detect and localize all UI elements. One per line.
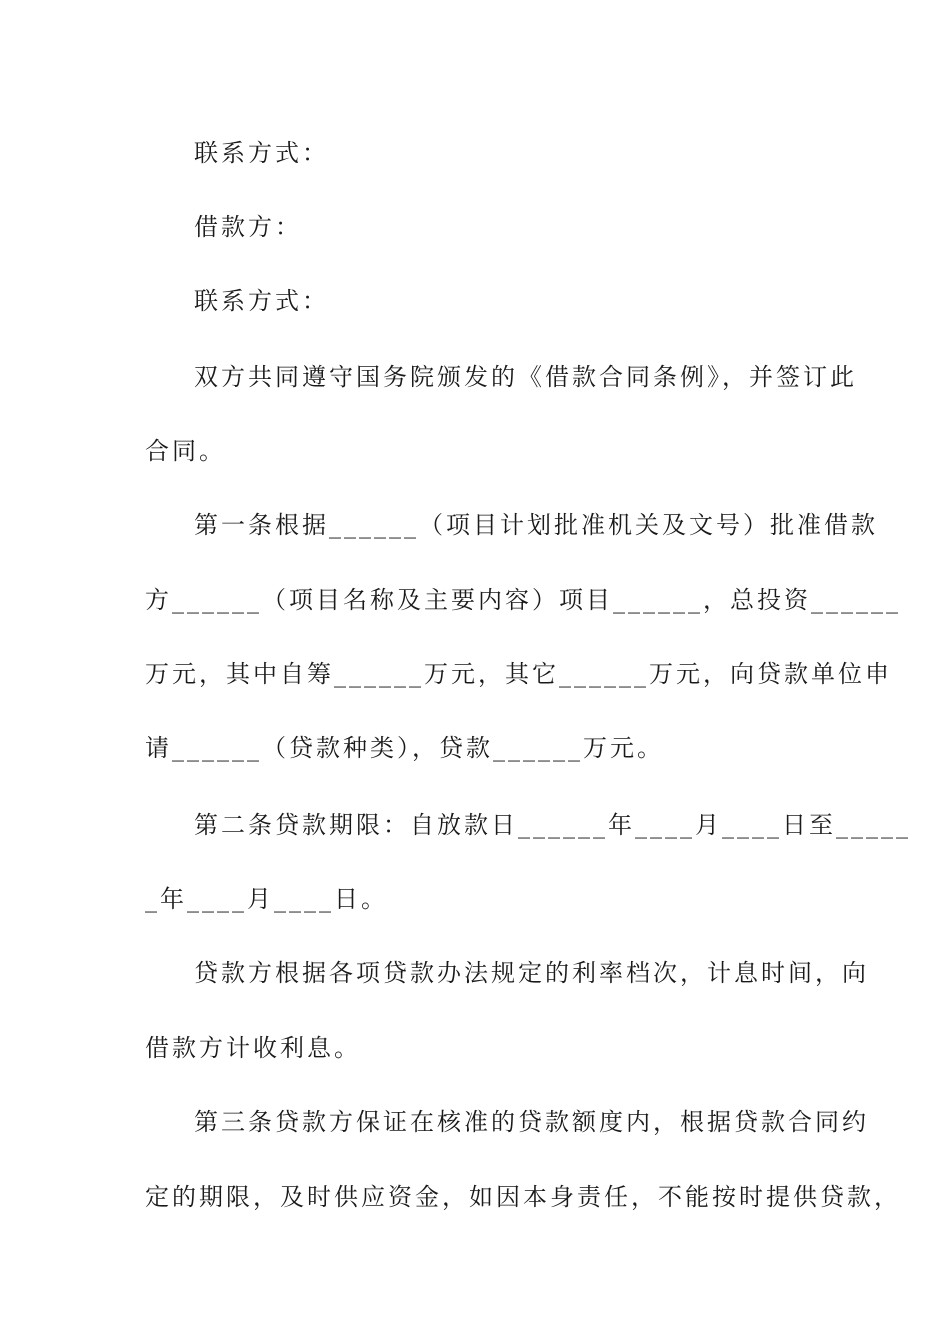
article-2-line-2: _年____月____日。 [145, 885, 388, 913]
article-1-line-2: 方______（项目名称及主要内容）项目______，总投资______ [145, 586, 901, 614]
article-3-line-1: 第三条贷款方保证在核准的贷款额度内，根据贷款合同约 [194, 1108, 869, 1136]
article-1-line-4: 请______（贷款种类），贷款______万元。 [145, 734, 664, 762]
article-2-line-1: 第二条贷款期限：自放款日______年____月____日至_____ [194, 811, 911, 839]
paragraph-intro-line-2: 合同。 [145, 437, 226, 465]
contact-line-borrower: 联系方式： [194, 287, 329, 315]
interest-paragraph-line-2: 借款方计收利息。 [145, 1034, 361, 1062]
borrower-line: 借款方： [194, 213, 302, 241]
paragraph-intro-line-1: 双方共同遵守国务院颁发的《借款合同条例》，并签订此 [194, 363, 857, 391]
contact-line-lender: 联系方式： [194, 139, 329, 167]
article-1-line-3: 万元，其中自筹______万元，其它______万元，向贷款单位申 [145, 660, 892, 688]
article-3-line-2: 定的期限，及时供应资金，如因本身责任，不能按时提供贷款， [145, 1183, 901, 1211]
article-1-line-1: 第一条根据______（项目计划批准机关及文号）批准借款 [194, 511, 878, 539]
interest-paragraph-line-1: 贷款方根据各项贷款办法规定的利率档次，计息时间，向 [194, 959, 869, 987]
